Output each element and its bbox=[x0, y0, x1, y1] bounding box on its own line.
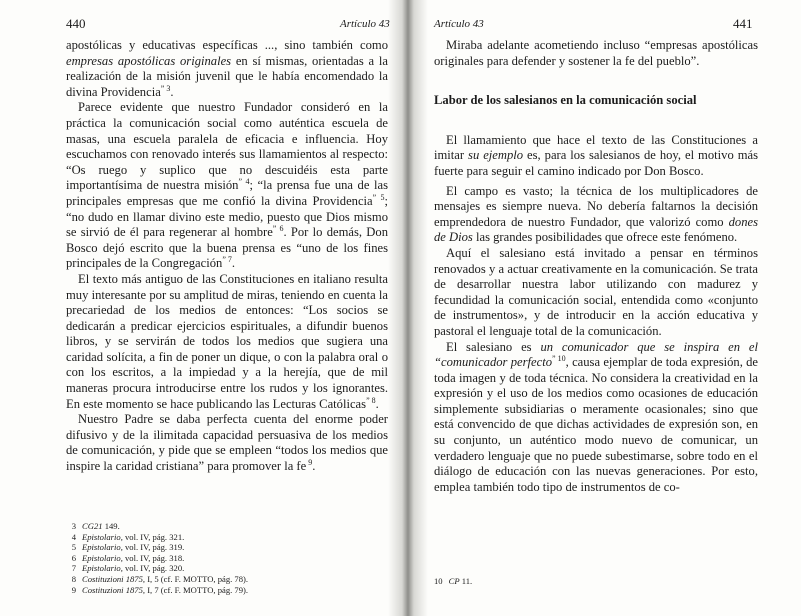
footnote bbox=[68, 553, 328, 564]
footnote-number: 8 bbox=[71, 573, 76, 584]
right-page-body bbox=[434, 38, 758, 495]
footnote-text: Epistolario, vol. IV, pág. 320. bbox=[82, 563, 185, 574]
paragraph: El salesiano es un comunicador que se inspira en el “comunicador perfecto$^{” 10}$, causa ejemplar de toda expresión, de toda imagen y de toda técnica. No considera la creatividad en la expresión y el uso de los medios como ocasiones de educación simplemente subsidiarias o meramente ocasionales; sino que está convencido de que dichas actividades de expresión son, en su conjunto, un auténtico modo nuevo de comunicar, un verdadero lenguaje que no puede subestimarse, sobre todo en el diálogo de educación con las nuevas generaciones. Por esto, emplea también todo tipo de instrumentos de co- bbox=[434, 339, 758, 494]
footnote-number: 4 bbox=[71, 531, 76, 542]
footnote-reference: ” 3 bbox=[160, 83, 171, 93]
footnote-number: 7 bbox=[71, 563, 76, 574]
emphasis-text: Costituzioni 1875 bbox=[82, 584, 143, 595]
running-title: Artículo 43 bbox=[434, 18, 484, 30]
emphasis-text: CP bbox=[448, 576, 460, 586]
emphasis-text: Costituzioni 1875 bbox=[82, 573, 143, 584]
page-number: 440 bbox=[66, 16, 86, 31]
paragraph: Parece evidente que nuestro Fundador consideró en la práctica la comunicación social como auténtica escuela de masas, una escuela paralela de eficacia e influencia. Hoy escuchamos con renovado interés sus llamamientos al respecto: “Os ruego y suplico que no descuidéis esta parte importantísima de nuestra misión$^{” 4}$; “la prensa fue una de las principales empresas que me confió la divina Providencia$^{” 5}$; “no dudo en llamar divino este medio, puesto que Dios mismo se sirvió de él para regenerar al hombre$^{” 6}$. Por lo demás, Don Bosco dejó escrito que la buena prensa es “uno de los fines principales de la Congregación$^{” 7}$. bbox=[66, 100, 388, 271]
emphasis-text: un comunicador que se inspira en el “comunicador perfecto bbox=[434, 339, 758, 370]
footnote bbox=[68, 563, 328, 574]
footnote bbox=[68, 521, 328, 532]
paragraph: El llamamiento que hace el texto de las Constituciones a imitar su ejemplo es, para los salesianos de hoy, el motivo más fuerte para seguir el camino indicado por Don Bosco. bbox=[434, 132, 758, 178]
footnote bbox=[68, 532, 328, 543]
paragraph: Aquí el salesiano está invitado a pensar en términos renovados y a actuar creativamente en la comunicación. Se trata de desarrollar nuestra labor utilizando con madurez y fecundidad la comunicación social, entendida como «conjunto de instrumentos», y de introducir en la acción educativa y pastoral el lenguaje total de la comunicación. bbox=[434, 245, 758, 338]
paragraph: Nuestro Padre se daba perfecta cuenta del enorme poder difusivo y de la ilimitada capacidad persuasiva de los medios de comunicación, y pide que se empleen “todos los medios que inspire la caridad cristiana” para promover la fe $^9$. bbox=[66, 412, 388, 474]
footnote-number: 3 bbox=[71, 521, 76, 531]
footnote-text: Epistolario, vol. IV, pág. 321. bbox=[82, 531, 185, 542]
footnote-text: Costituzioni 1875, I, 7 (cf. F. MOTTO, pág. 79). bbox=[82, 584, 249, 595]
footnote-text: Epistolario, vol. IV, pág. 319. bbox=[82, 542, 185, 553]
emphasis-text: Epistolario bbox=[82, 542, 121, 553]
footnote-number: 9 bbox=[71, 584, 76, 595]
left-page-body bbox=[66, 38, 388, 475]
left-page bbox=[0, 0, 400, 616]
footnote-reference: 9 bbox=[306, 457, 313, 467]
paragraph: Miraba adelante acometiendo incluso “empresas apostólicas originales para defender y sostener la fe del pueblo”. bbox=[434, 38, 758, 68]
emphasis-text: Epistolario bbox=[82, 531, 121, 542]
footnote-text: CG21 149. bbox=[82, 521, 120, 531]
footnote bbox=[68, 542, 328, 553]
footnote bbox=[68, 585, 328, 596]
footnotes bbox=[68, 521, 328, 595]
emphasis-text: Epistolario bbox=[82, 552, 121, 563]
footnote-text: Epistolario, vol. IV, pág. 318. bbox=[82, 552, 185, 563]
footnote-reference: ” 10 bbox=[552, 353, 566, 363]
footnote-reference: ” 7 bbox=[222, 255, 232, 265]
running-title: Artículo 43 bbox=[340, 18, 390, 30]
footnote-text: Costituzioni 1875, I, 5 (cf. F. MOTTO, pág. 78). bbox=[82, 573, 249, 584]
paragraph: apostólicas y educativas específicas ..., sino también como empresas apostólicas originales en sí mismas, orientadas a la realización de la misión juvenil que le había encomendado la divina Providencia$^{” 3}$. bbox=[66, 38, 388, 99]
emphasis-text: empresas apostólicas originales bbox=[66, 53, 232, 68]
emphasis-text: dones de Dios bbox=[434, 214, 758, 245]
footnote-number: 6 bbox=[71, 552, 76, 563]
footnote-text: CP 11. bbox=[448, 576, 473, 586]
page-number: 441 bbox=[733, 16, 753, 31]
footnote-reference: ” 4 bbox=[238, 177, 250, 187]
footnote-reference: ” 6 bbox=[272, 223, 284, 233]
emphasis-text: su ejemplo bbox=[468, 148, 524, 163]
footnote-number: 5 bbox=[71, 542, 76, 553]
footnote bbox=[434, 576, 634, 587]
footnote bbox=[68, 574, 328, 585]
section-title: Labor de los salesianos en la comunicación social bbox=[434, 93, 697, 108]
emphasis-text: CG21 bbox=[82, 521, 103, 531]
paragraph: El texto más antiguo de las Constituciones en italiano resulta muy interesante por su amplitud de miras, teniendo en cuenta la precariedad de los medios de entonces: “Los socios se dedicarán a predicar ejercicios espirituales, a difundir buenos libros, y se servirán de todos los medios que sugiera una caridad solícita, a fin de poner un dique, o con la palabra oral o con los escritos, a la impiedad y a la herejía, que de mil maneras procura introducirse entre los rudos y los ignorantes. En este momento se hace publicando las Lecturas Católicas$^{” 8}$. bbox=[66, 271, 388, 411]
footnote-reference: ” 5 bbox=[372, 192, 385, 202]
footnote-reference: ” 8 bbox=[366, 395, 376, 405]
emphasis-text: Epistolario bbox=[82, 563, 121, 574]
footnotes bbox=[434, 576, 634, 587]
footnote-number: 10 bbox=[434, 576, 443, 586]
right-page bbox=[410, 0, 801, 616]
paragraph: El campo es vasto; la técnica de los multiplicadores de mensajes es siempre nueva. No debería faltarnos la decisión emprendedora de nuestro Fundador, que valorizó como dones de Dios las grandes posibilidades que ofrece este fenómeno. bbox=[434, 183, 758, 245]
